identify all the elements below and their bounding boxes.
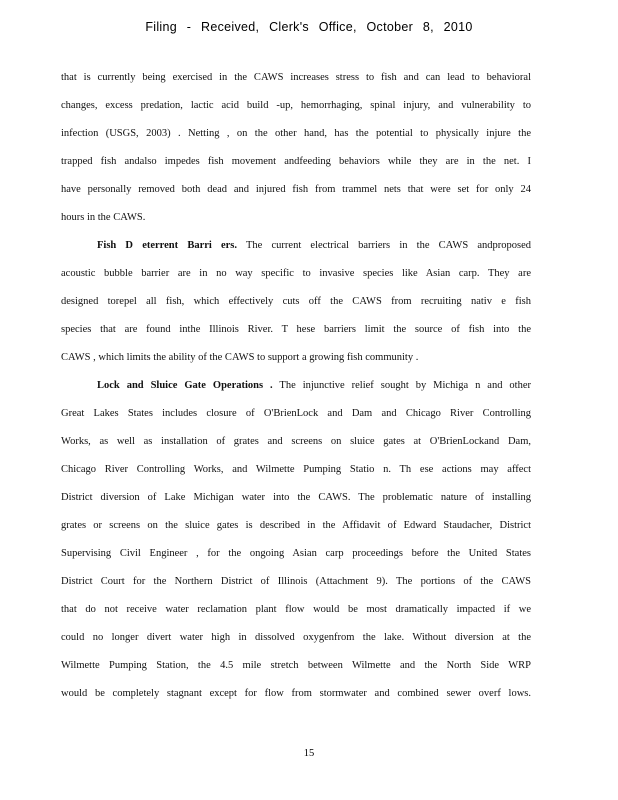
text-line: The current electrical barriers in the CAWS andproposed	[237, 240, 531, 251]
text-line: District Court for the Northern District of Illinois (Attachment 9). The portions of the CAWS	[61, 576, 531, 587]
text-line: Great Lakes States includes closure of O'BrienLock and Dam and Chicago River Controlling	[61, 408, 531, 419]
text-line: have personally removed both dead and injured fish from trammel nets that were set for only 24	[61, 184, 531, 195]
section-heading-fish-deterrent-barriers: Fish D eterrent Barri ers.	[97, 240, 238, 251]
text-line: CAWS , which limits the ability of the CAWS to support a growing fish community .	[61, 352, 419, 363]
text-line: changes, excess predation, lactic acid build -up, hemorrhaging, spinal injury, and vulnerability to	[61, 100, 531, 111]
text-line: Works, as well as installation of grates and screens on sluice gates at O'BrienLockand Dam,	[61, 436, 531, 447]
text-line: hours in the CAWS.	[61, 212, 146, 223]
text-line: would be completely stagnant except for flow from stormwater and combined sewer overf lows.	[61, 688, 531, 699]
text-line: trapped fish andalso impedes fish movement andfeeding behaviors while they are in the net. I	[61, 156, 531, 167]
page-number: 15	[303, 748, 315, 759]
text-line: grates or screens on the sluice gates is described in the Affidavit of Edward Staudacher, District	[61, 520, 531, 531]
text-line: District diversion of Lake Michigan water into the CAWS. The problematic nature of installing	[61, 492, 531, 503]
text-line: that do not receive water reclamation plant flow would be most dramatically impacted if we	[61, 604, 531, 615]
text-line: acoustic bubble barrier are in no way specific to invasive species like Asian carp. They are	[61, 268, 531, 279]
filing-header: Filing - Received, Clerk's Office, October 8, 2010	[145, 20, 473, 34]
paragraph-first-line	[97, 379, 531, 393]
text-line: species that are found inthe Illinois River. T hese barriers limit the source of fish into the	[61, 324, 531, 335]
text-line: infection (USGS, 2003) . Netting , on the other hand, has the potential to physically injure the	[61, 128, 531, 139]
text-line: The injunctive relief sought by Michiga n and other	[272, 380, 531, 391]
paragraph-first-line	[97, 239, 531, 253]
text-line: Chicago River Controlling Works, and Wilmette Pumping Statio n. Th ese actions may affect	[61, 464, 531, 475]
text-line: could no longer divert water high in dissolved oxygenfrom the lake. Without diversion at the	[61, 632, 531, 643]
text-line: Wilmette Pumping Station, the 4.5 mile stretch between Wilmette and the North Side WRP	[61, 660, 531, 671]
section-heading-lock-and-sluice-gate-operations: Lock and Sluice Gate Operations .	[97, 380, 273, 391]
text-line: designed torepel all fish, which effectively cuts off the CAWS from recruiting nativ e fish	[61, 296, 531, 307]
text-line: that is currently being exercised in the CAWS increases stress to fish and can lead to behavioral	[61, 72, 531, 83]
text-line: Supervising Civil Engineer , for the ongoing Asian carp proceedings before the United States	[61, 548, 531, 559]
